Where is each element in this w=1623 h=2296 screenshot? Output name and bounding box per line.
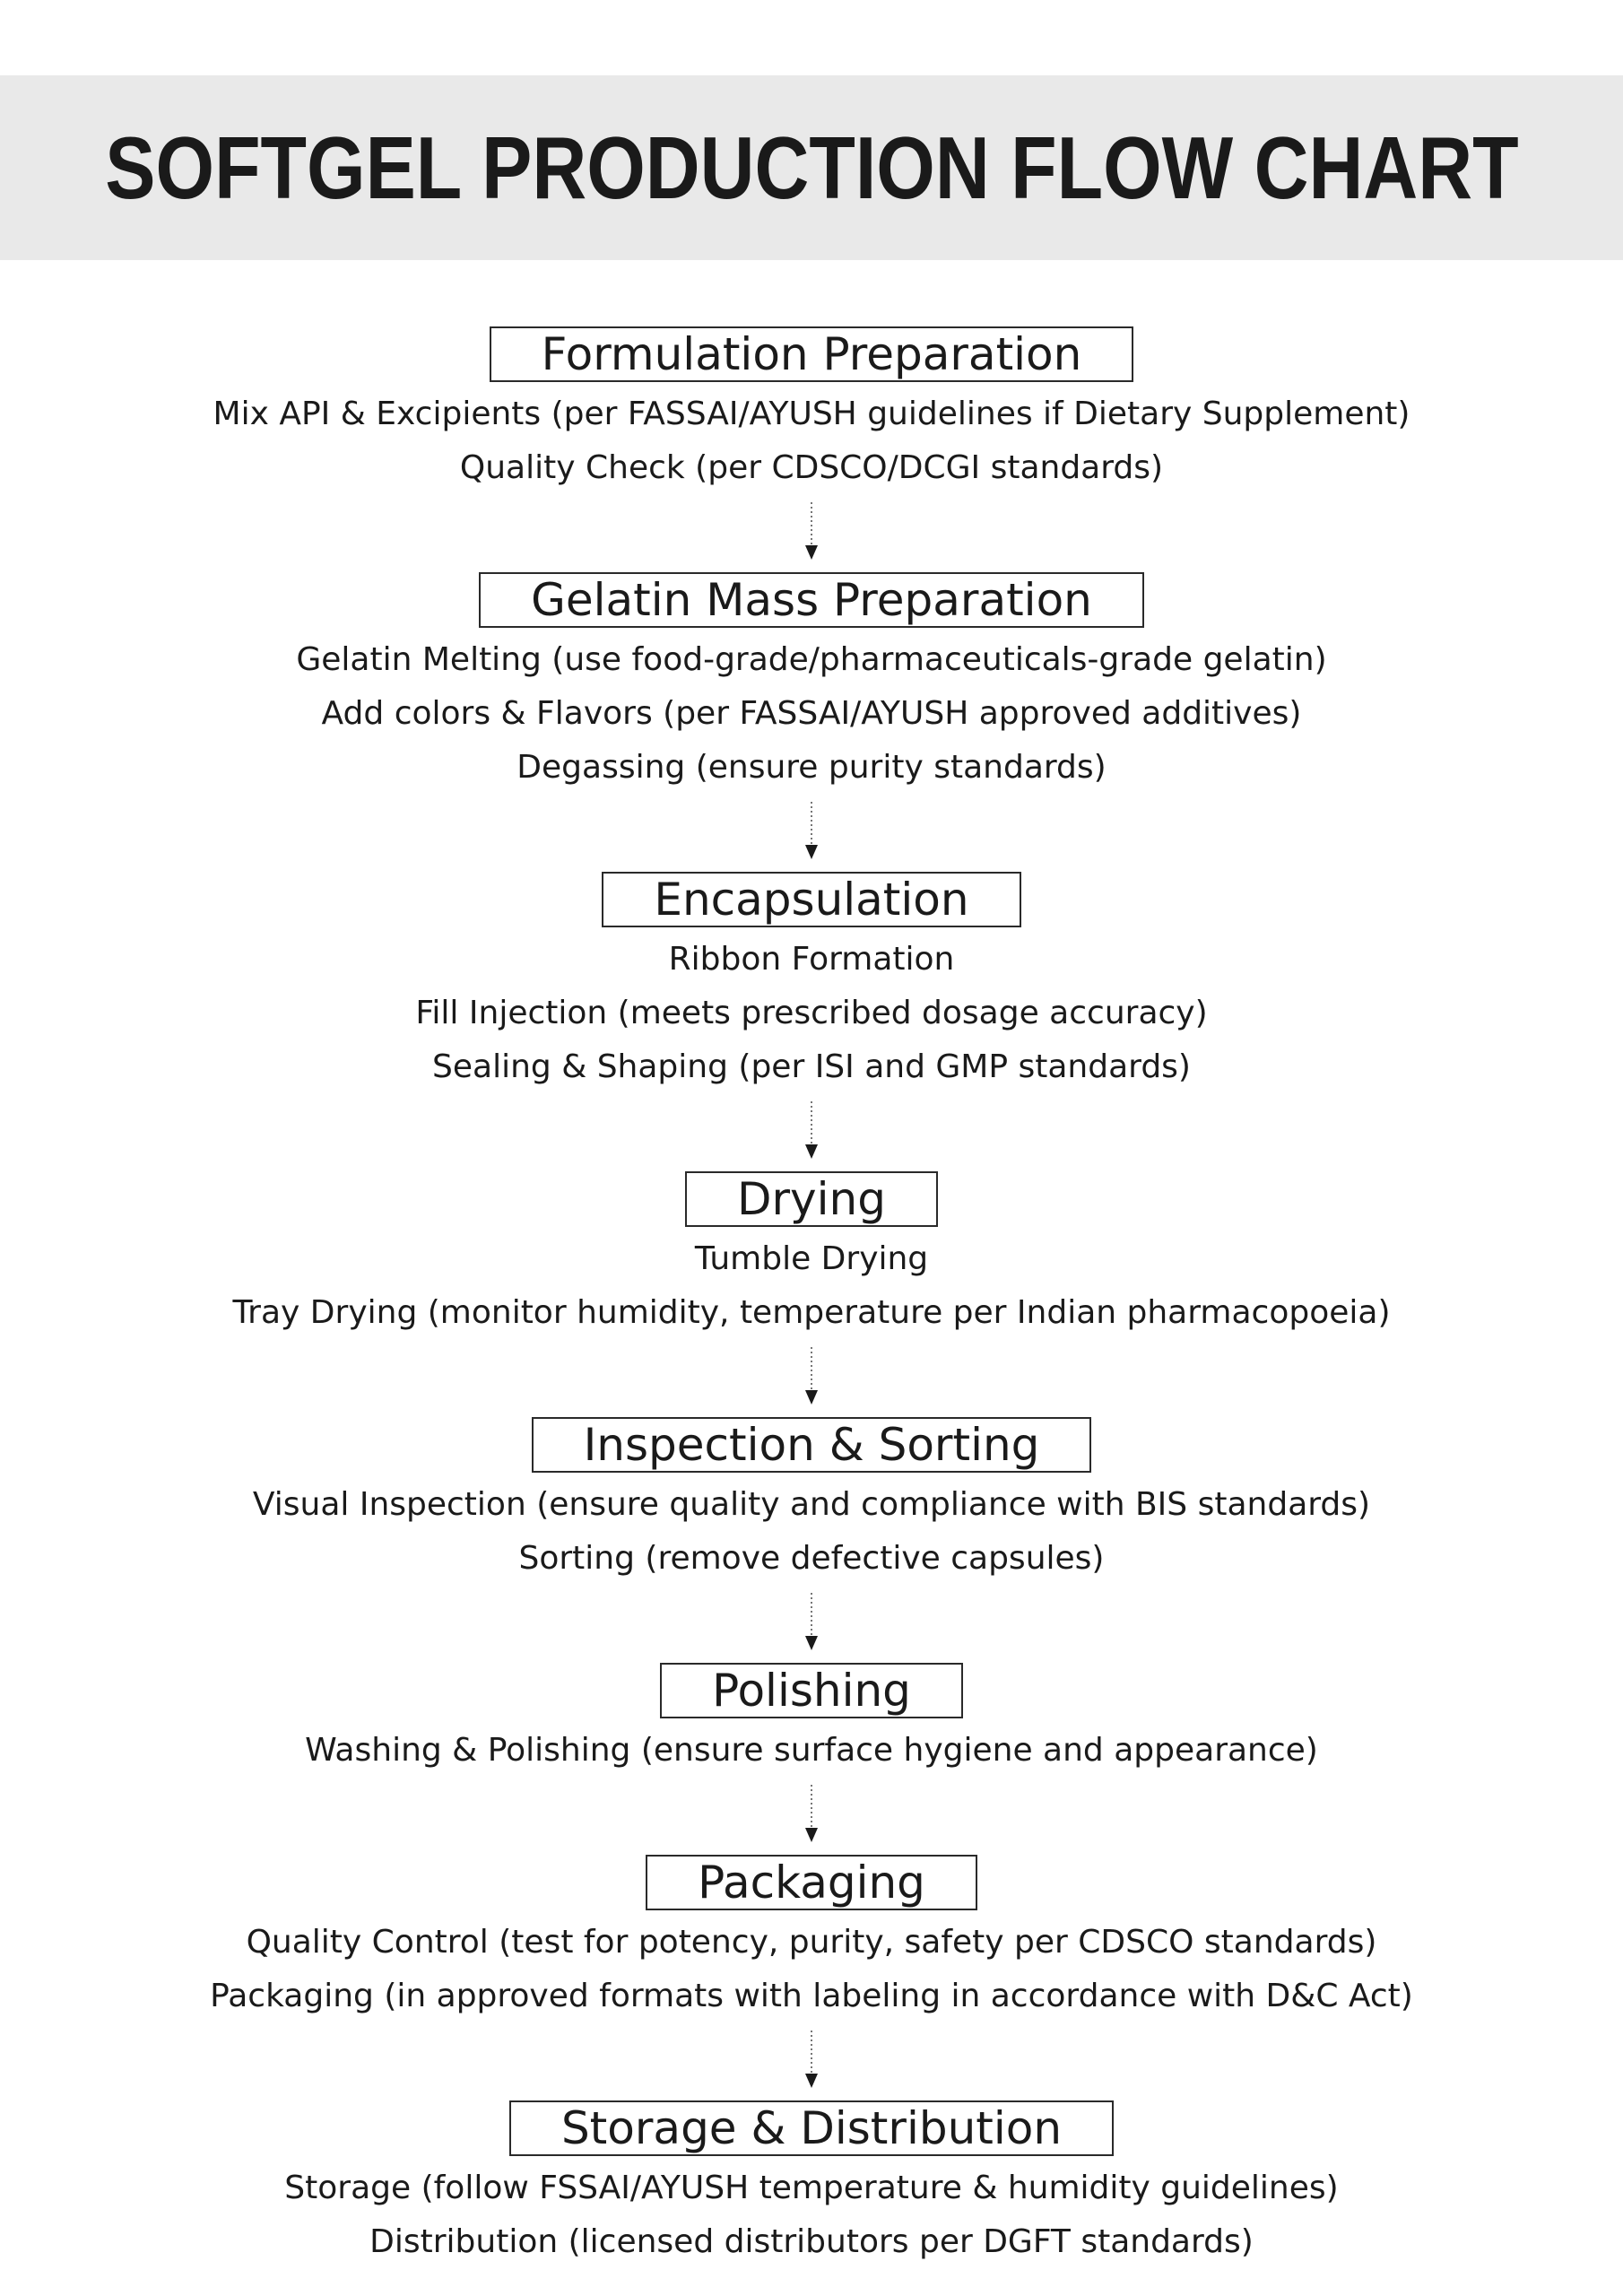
step-detail-line: Fill Injection (meets prescribed dosage accuracy)	[415, 995, 1208, 1031]
flow-step-storage-and-distribution	[284, 2100, 1338, 2269]
step-title-box: Formulation Preparation	[490, 326, 1134, 382]
step-detail-line: Sorting (remove defective capsules)	[518, 1540, 1105, 1577]
flow-step-polishing	[305, 1663, 1318, 1778]
down-arrow-icon	[803, 502, 820, 561]
step-details	[415, 933, 1207, 1094]
step-title-box: Drying	[685, 1171, 938, 1227]
step-detail-line: Sealing & Shaping (per ISI and GMP standards)	[432, 1048, 1191, 1085]
step-detail-line: Packaging (in approved formats with labeling in accordance with D&C Act)	[210, 1978, 1413, 2014]
step-detail-line: Degassing (ensure purity standards)	[516, 749, 1107, 786]
flow-chart	[0, 326, 1623, 2269]
step-detail-line: Visual Inspection (ensure quality and compliance with BIS standards)	[252, 1486, 1371, 1523]
step-title-box: Gelatin Mass Preparation	[479, 572, 1144, 628]
step-title-box: Packaging	[646, 1855, 977, 1910]
step-details	[213, 387, 1410, 495]
flow-step-drying	[232, 1171, 1390, 1340]
down-arrow-icon	[803, 802, 820, 861]
step-title-box: Encapsulation	[602, 872, 1020, 927]
step-detail-line: Gelatin Melting (use food-grade/pharmaceuticals-grade gelatin)	[296, 641, 1327, 678]
step-details	[305, 1724, 1318, 1778]
step-detail-line: Ribbon Formation	[668, 941, 955, 978]
flow-step-encapsulation	[415, 872, 1207, 1094]
step-detail-line: Add colors & Flavors (per FASSAI/AYUSH approved additives)	[321, 695, 1302, 732]
step-details	[210, 1916, 1413, 2023]
flow-step-formulation-preparation	[213, 326, 1410, 495]
page-title: SOFTGEL PRODUCTION FLOW CHART	[104, 118, 1519, 217]
down-arrow-icon	[803, 1593, 820, 1652]
step-detail-line: Distribution (licensed distributors per DGFT standards)	[369, 2223, 1254, 2260]
flow-step-inspection-and-sorting	[253, 1417, 1370, 1586]
flow-step-gelatin-mass-preparation	[296, 572, 1326, 795]
step-title-box: Storage & Distribution	[509, 2100, 1114, 2156]
down-arrow-icon	[803, 2031, 820, 2090]
step-title-box: Inspection & Sorting	[532, 1417, 1092, 1473]
down-arrow-icon	[803, 1101, 820, 1161]
header-band	[0, 75, 1623, 260]
step-detail-line: Tray Drying (monitor humidity, temperature per Indian pharmacopoeia)	[232, 1294, 1391, 1331]
flow-step-packaging	[210, 1855, 1413, 2023]
step-details	[232, 1232, 1390, 1340]
step-detail-line: Quality Control (test for potency, purity, safety per CDSCO standards)	[246, 1924, 1377, 1961]
step-detail-line: Quality Check (per CDSCO/DCGI standards)	[459, 449, 1164, 486]
step-detail-line: Tumble Drying	[694, 1240, 929, 1277]
step-details	[253, 1478, 1370, 1586]
step-title-box: Polishing	[660, 1663, 963, 1718]
step-details	[284, 2161, 1338, 2269]
down-arrow-icon	[803, 1785, 820, 1844]
step-details	[296, 633, 1326, 795]
down-arrow-icon	[803, 1347, 820, 1406]
step-detail-line: Mix API & Excipients (per FASSAI/AYUSH guidelines if Dietary Supplement)	[213, 396, 1410, 432]
step-detail-line: Washing & Polishing (ensure surface hygiene and appearance)	[305, 1732, 1318, 1769]
step-detail-line: Storage (follow FSSAI/AYUSH temperature & humidity guidelines)	[284, 2170, 1339, 2206]
